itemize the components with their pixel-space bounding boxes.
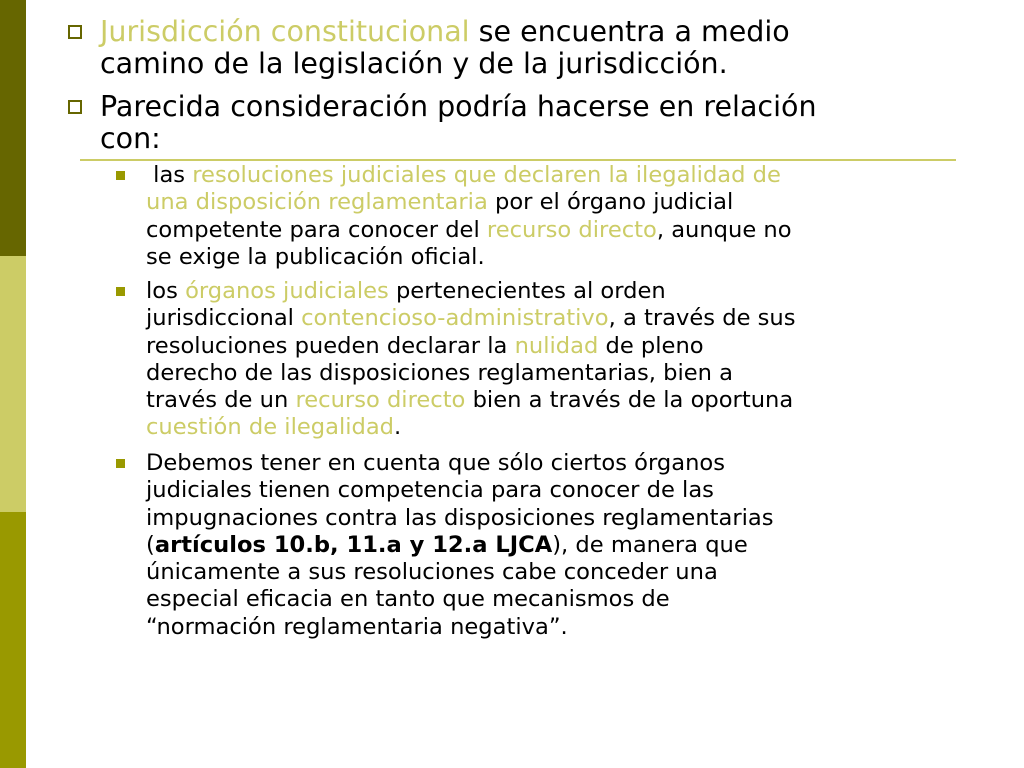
highlight-term: resoluciones judiciales que declaren la ilegalidad de [192, 162, 781, 188]
hollow-square-bullet-icon [68, 100, 82, 114]
square-bullet-icon [116, 287, 125, 296]
bullet-line [146, 333, 976, 360]
highlight-term: cuestión de ilegalidad [146, 414, 395, 441]
bullet-line [100, 16, 790, 48]
text-run: , a través de sus [608, 305, 796, 332]
highlight-term: Jurisdicción constitucional [100, 15, 470, 48]
level1-bullet-item [100, 91, 817, 155]
bullet-line: impugnaciones contra las disposiciones reglamentarias [146, 504, 774, 531]
bullet-line: especial eficacia en tanto que mecanismos de [146, 586, 670, 613]
highlight-term: contencioso-administrativo [301, 305, 609, 332]
bullet-line: Debemos tener en cuenta que sólo ciertos órganos [146, 450, 725, 476]
bullet-line [146, 414, 976, 441]
text-run: bien a través de la oportuna [465, 387, 794, 414]
bullet-line [146, 162, 976, 189]
square-bullet-icon [116, 459, 125, 468]
bullet-line: “normación reglamentaria negativa”. [146, 613, 568, 640]
text-run: competente para conocer del [146, 216, 487, 243]
hollow-square-bullet-icon [68, 25, 82, 39]
bullet-line [146, 217, 976, 244]
title-divider-line [80, 159, 956, 161]
bullet-line: únicamente a sus resoluciones cabe conceder una [146, 559, 718, 586]
text-run: se encuentra a medio [469, 15, 790, 48]
sidebar-bottom-band [0, 512, 26, 768]
text-run: ( [146, 531, 155, 558]
bullet-line: derecho de las disposiciones reglamentarias, bien a [146, 359, 733, 386]
text-run: jurisdiccional [146, 305, 302, 332]
text-run: pertenecientes al orden [388, 278, 666, 304]
sidebar-top-band [0, 0, 26, 256]
text-run: resoluciones pueden declarar la [146, 332, 515, 359]
bullet-line: judiciales tienen competencia para conocer de las [146, 477, 714, 504]
text-run: , aunque no [656, 216, 792, 243]
bullet-line [146, 305, 976, 332]
level2-bullet-item [146, 278, 976, 442]
text-run: . [394, 414, 402, 441]
sidebar-middle-band [0, 256, 26, 512]
bullet-line [146, 189, 976, 216]
text-run: por el órgano judicial [487, 189, 734, 216]
highlight-term: recurso directo [486, 216, 657, 243]
bold-reference: artículos 10.b, 11.a y 12.a LJCA [154, 531, 553, 558]
bullet-line [146, 278, 976, 305]
level2-bullet-item [146, 450, 976, 641]
bullet-line: se exige la publicación oficial. [146, 243, 485, 270]
square-bullet-icon [116, 171, 125, 180]
highlight-term: órganos judiciales [185, 278, 389, 304]
level2-bullet-item [146, 162, 976, 271]
text-run: ), de manera que [552, 531, 748, 558]
text-run: los [146, 278, 186, 304]
text-run: las [146, 162, 193, 188]
bullet-line: con: [100, 122, 161, 155]
highlight-term: nulidad [514, 332, 599, 359]
bullet-line [146, 387, 976, 414]
highlight-term: recurso directo [295, 387, 466, 414]
bullet-line: Parecida consideración podría hacerse en relación [100, 90, 817, 123]
text-run: través de un [146, 387, 296, 414]
bullet-line [146, 532, 976, 559]
highlight-term: una disposición reglamentaria [146, 189, 488, 216]
text-run: de pleno [598, 332, 704, 359]
level1-bullet-item [100, 16, 790, 80]
bullet-line: camino de la legislación y de la jurisdicción. [100, 47, 728, 80]
